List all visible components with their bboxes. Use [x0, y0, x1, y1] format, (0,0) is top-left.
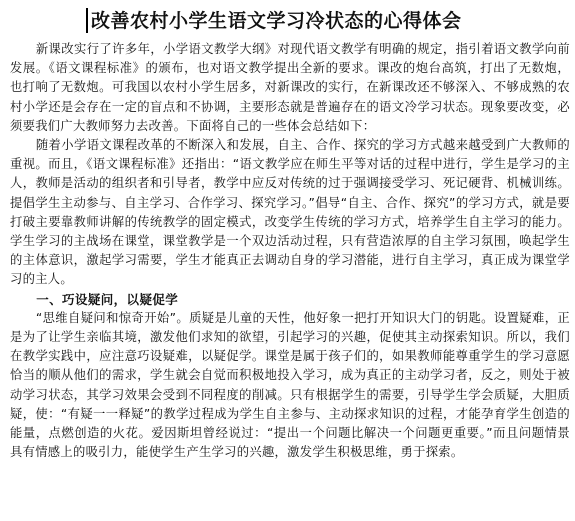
text-cursor	[86, 8, 88, 33]
intro-paragraph: 新课改实行了许多年，小学语文教学大纲》对现代语文教学有明确的规定，指引着语文教学向前发展。《语文课程标准》的颁布，也对语文教学提出全新的要求。课改的炮台高筑，打出了无数炮，也打响了无数炮。可我国以农村小学生居多，对新课改的实行，在新课改还不够深入、不够成熟的农村小学还是会存在一定的盲点和不协调，主要形态就是普遍存在的语文冷学习状态。现象要改变，必须要我们广大教师努力去改善。下面将自己的一些体会总结如下：	[10, 42, 570, 133]
document-title: 改善农村小学生语文学习冷状态的心得体会	[91, 10, 462, 32]
section-heading: 一、巧设疑问，以疑促学	[36, 291, 179, 307]
body-paragraph: 随着小学语文课程改革的不断深入和发展，自主、合作、探究的学习方式越来越受到广大教师的重视。而且，《语文课程标准》还指出：“语文教学应在师生平等对话的过程中进行，学生是学习的主人，教师是活动的组织者和引导者，教学中应反对传统的过于强调接受学习、死记硬背、机械训练。提倡学生主动参与、自主学习、合作学习、探究学习。”倡导“自主、合作、探究”的学习方式，就是要打破主要靠教师讲解的传统教学的固定模式，改变学生传统的学习方式，培养学生自主学习的能力。学生学习的主战场在课堂，课堂教学是一个双边活动过程，只有营造浓厚的自主学习氛围，唤起学生的主体意识，激起学习需要，学生才能真正去调动自身的学习潜能，进行自主学习，真正成为课堂学习的主人。	[10, 138, 570, 287]
section-paragraph: “思维自疑问和惊奇开始”。质疑是儿童的天性，他好象一把打开知识大门的钥匙。设置疑难，正是为了让学生亲临其境，激发他们求知的欲望，引起学习的兴趣，促使其主动探索知识。所以，我们在教学实践中，应注意巧设疑难，以疑促学。课堂是属于孩子们的，如果教师能尊重学生的学习意愿恰当的顺从他们的需求，学生就会自觉而积极地投入学习，成为真正的主动学习者，反之，则处于被动学习状态，其学习效果会受到不同程度的削减。只有根据学生的需要，引导学生学会质疑，大胆质疑，使：“有疑一一释疑”的教学过程成为学生自主参与、主动探求知识的过程，才能孕育学生创造的能量，点燃创造的火花。爱因斯坦曾经说过：“提出一个问题比解决一个问题更重要。”而且问题情景具有情感上的吸引力，能使学生产生学习的兴趣，激发学生积极思维，勇于探索。	[10, 310, 570, 460]
document-body	[10, 40, 570, 462]
